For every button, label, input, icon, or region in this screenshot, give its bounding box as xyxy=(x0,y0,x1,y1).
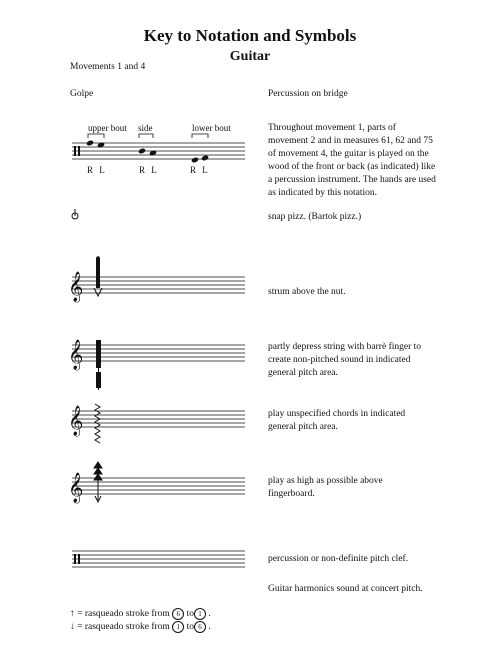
rasgueado-up-line: ↑ = rasqueado stroke from 6 to 1 . xyxy=(70,609,211,620)
treble-clef-icon: 𝄞 xyxy=(68,406,84,436)
rasgueado-up-text: = rasqueado stroke from xyxy=(77,609,170,620)
play-high-text: play as high as possible above fingerboard. xyxy=(268,476,383,499)
partly-depress-text: partly depress string with barrè finger to create non-pitched sound in indicated general pitch area. xyxy=(268,342,422,378)
hands-lower: R L xyxy=(190,165,210,175)
region-side: side xyxy=(138,123,153,133)
string-circle-to: 1 xyxy=(194,608,206,620)
percussion-clef-text: percussion or non-definite pitch clef. xyxy=(268,554,409,564)
hands-upper: R L xyxy=(87,165,107,175)
golpe-bracket-side xyxy=(139,134,153,138)
rasgueado-down-text: = rasqueado stroke from xyxy=(77,622,170,633)
string-circle-from: 1 xyxy=(172,621,184,633)
percussion-clef-staff xyxy=(72,551,245,567)
golpe-description: Throughout movement 1, parts of movement 2 and in measures 61, 62 and 75 of movement 4, the guitar is played on the wood of the front or back (as indicated) like a percussion instrument. The hands are used as indicated by this notation. xyxy=(268,123,436,198)
arrow-up-icon: ↑ xyxy=(70,609,75,620)
chords-staff xyxy=(72,411,245,427)
treble-clef-icon: 𝄞 xyxy=(68,272,84,302)
note-side-r xyxy=(138,148,146,155)
note-lower-l xyxy=(201,155,209,162)
rasgueado-joiner: to xyxy=(186,622,194,633)
snap-pizz-icon xyxy=(72,209,78,219)
chords-symbol xyxy=(95,404,100,443)
arrow-down-icon: ↓ xyxy=(70,622,75,633)
golpe-label: Golpe xyxy=(70,89,94,99)
unspecified-chords-text: play unspecified chords in indicated general pitch area. xyxy=(268,409,406,432)
page-title: Key to Notation and Symbols xyxy=(143,26,357,45)
treble-clef-icon: 𝄞 xyxy=(68,473,84,503)
depress-cluster xyxy=(96,340,101,390)
region-upper-bout: upper bout xyxy=(88,123,127,133)
string-circle-to: 6 xyxy=(194,621,206,633)
snap-pizz-text: snap pizz. (Bartok pizz.) xyxy=(268,212,362,222)
note-lower-r xyxy=(191,157,199,164)
note-upper-r xyxy=(86,140,94,147)
strum-symbol xyxy=(94,256,102,296)
region-lower-bout: lower bout xyxy=(192,123,231,133)
hands-side: R L xyxy=(139,165,159,175)
strum-text: strum above the nut. xyxy=(268,287,346,297)
golpe-bracket-lower xyxy=(192,134,208,138)
movements-label: Movements 1 and 4 xyxy=(70,62,146,72)
golpe-heading: Percussion on bridge xyxy=(268,89,348,99)
rasgueado-joiner: to xyxy=(186,609,194,620)
rasgueado-down-line: ↓ = rasqueado stroke from 1 to 6 . xyxy=(70,622,211,633)
golpe-bracket-upper xyxy=(88,134,104,138)
string-circle-from: 6 xyxy=(172,608,184,620)
page-subtitle: Guitar xyxy=(229,49,271,64)
harmonics-note: Guitar harmonics sound at concert pitch. xyxy=(268,584,423,594)
treble-clef-icon: 𝄞 xyxy=(68,340,84,370)
